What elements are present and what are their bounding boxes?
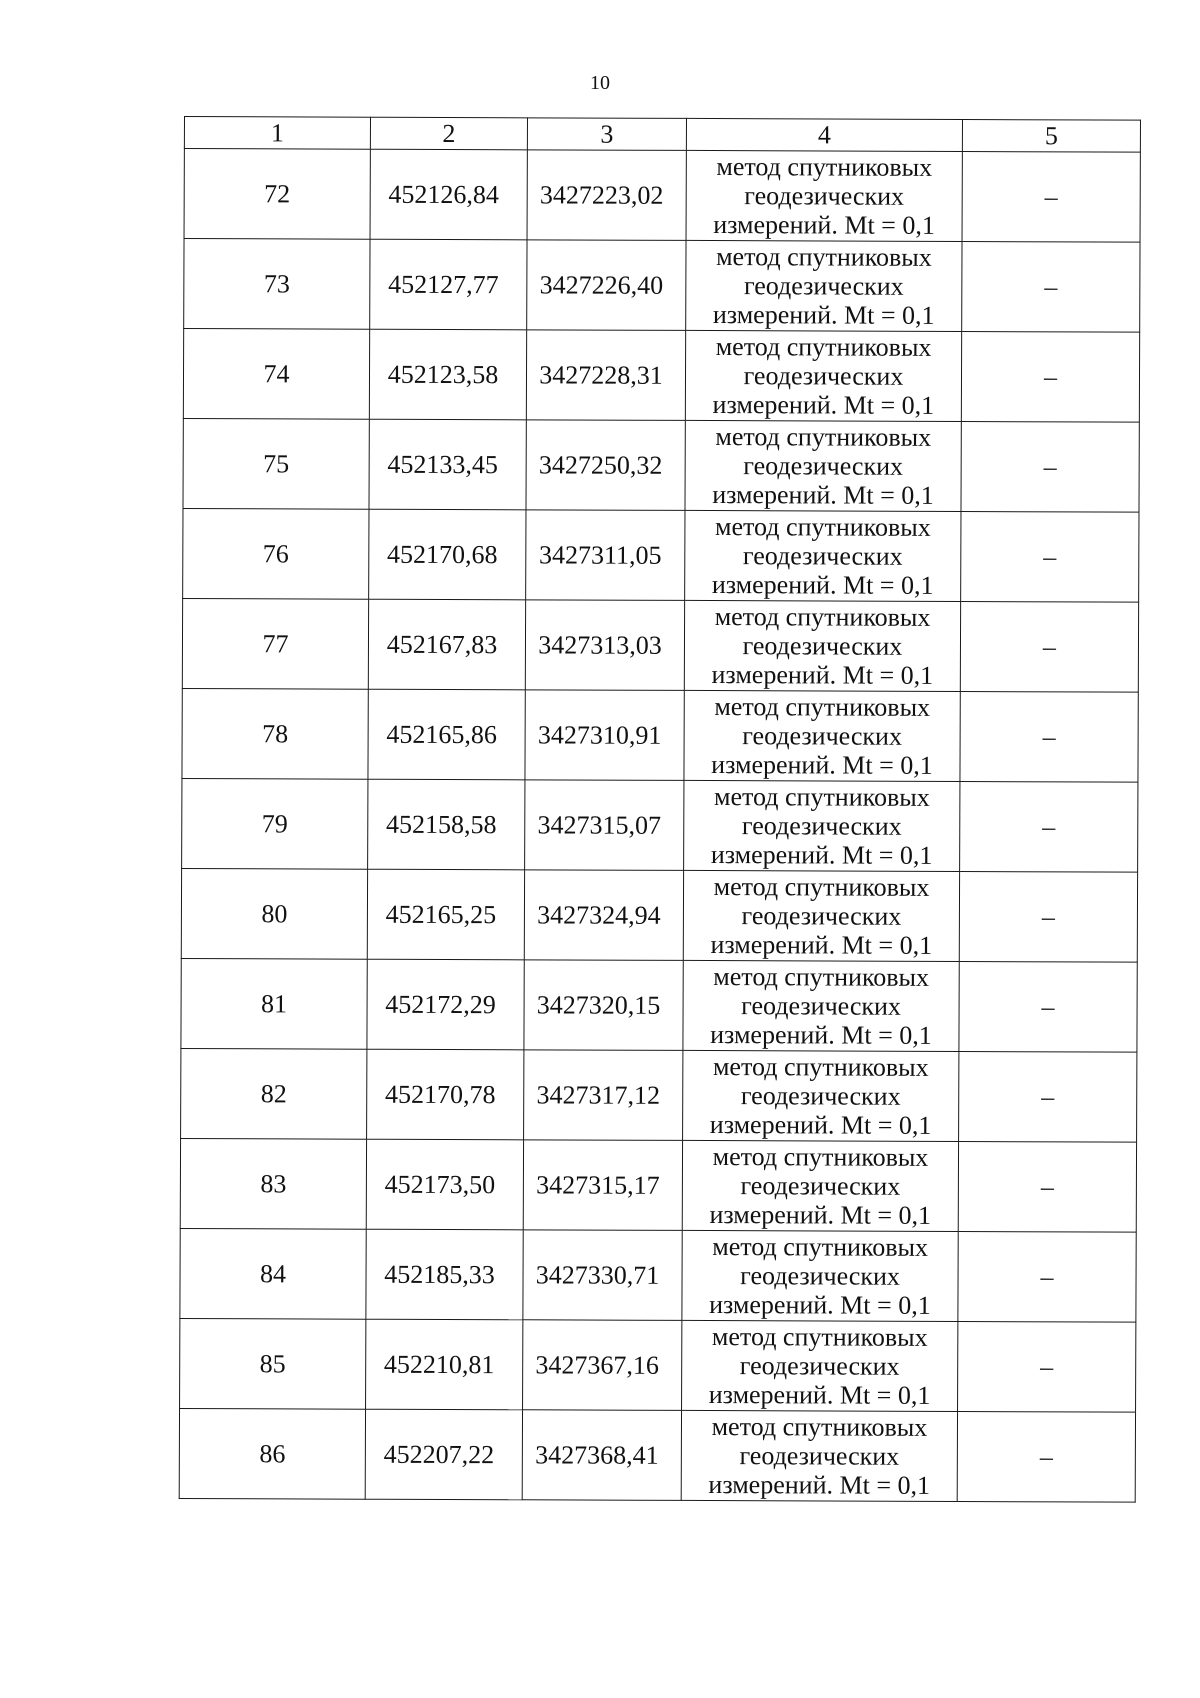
y-coordinate-cell: 3427315,17	[523, 1140, 682, 1231]
table-row	[183, 329, 1139, 423]
header-col-4: 4	[686, 118, 962, 151]
table-body	[179, 149, 1140, 1503]
method-line: геодезических	[743, 451, 904, 481]
x-coordinate-cell: 452170,78	[367, 1049, 524, 1140]
point-number-cell: 77	[182, 598, 368, 689]
x-coordinate-cell: 452123,58	[369, 329, 526, 420]
x-coordinate-cell: 452133,45	[369, 419, 526, 510]
note-cell: –	[958, 1321, 1136, 1412]
x-coordinate-cell: 452165,25	[367, 869, 524, 960]
point-number-cell: 78	[182, 688, 368, 779]
note-cell: –	[959, 871, 1137, 962]
point-number-cell: 79	[182, 778, 368, 869]
coordinates-table	[179, 116, 1141, 1503]
method-line: геодезических	[743, 271, 904, 301]
header-col-1: 1	[184, 117, 370, 150]
point-number-cell: 84	[180, 1228, 366, 1319]
note-cell: –	[961, 421, 1139, 512]
x-coordinate-cell: 452127,77	[370, 239, 527, 330]
table-row	[183, 418, 1139, 512]
table-row	[184, 239, 1140, 333]
note-cell: –	[962, 151, 1140, 242]
method-line: метод спутниковых	[715, 422, 932, 452]
method-line: геодезических	[739, 1441, 900, 1471]
method-line: измерений. Mt = 0,1	[712, 390, 935, 420]
note-cell: –	[960, 601, 1138, 692]
method-line: метод спутниковых	[711, 1412, 928, 1442]
method-line: метод спутниковых	[714, 602, 931, 632]
note-cell: –	[959, 1051, 1137, 1142]
method-cell	[682, 1230, 958, 1321]
point-number-cell: 76	[183, 508, 369, 599]
point-number-cell: 81	[181, 958, 367, 1049]
method-line: измерений. Mt = 0,1	[710, 930, 933, 960]
header-col-2: 2	[370, 117, 527, 150]
x-coordinate-cell: 452185,33	[366, 1229, 523, 1320]
y-coordinate-cell: 3427228,31	[526, 330, 685, 421]
y-coordinate-cell: 3427223,02	[527, 150, 686, 241]
method-cell	[682, 1140, 958, 1231]
x-coordinate-cell: 452170,68	[369, 509, 526, 600]
method-line: метод спутниковых	[712, 1232, 929, 1262]
header-col-5: 5	[962, 119, 1140, 152]
method-cell	[683, 870, 959, 961]
note-cell: –	[958, 1141, 1136, 1232]
method-line: измерений. Mt = 0,1	[711, 750, 933, 780]
x-coordinate-cell: 452126,84	[370, 149, 527, 240]
note-cell: –	[960, 781, 1138, 872]
method-line: метод спутниковых	[716, 242, 932, 272]
method-line: измерений. Mt = 0,1	[711, 570, 934, 600]
method-line: метод спутниковых	[715, 332, 932, 362]
method-line: геодезических	[742, 541, 903, 571]
point-number-cell: 83	[180, 1138, 366, 1229]
method-line: измерений. Mt = 0,1	[712, 480, 934, 510]
point-number-cell: 86	[179, 1408, 365, 1499]
table-row	[180, 1228, 1136, 1322]
method-line: метод спутниковых	[712, 1142, 929, 1172]
method-line: метод спутниковых	[713, 872, 930, 902]
method-line: геодезических	[740, 1261, 900, 1291]
method-cell	[681, 1410, 957, 1501]
method-line: геодезических	[741, 991, 902, 1021]
y-coordinate-cell: 3427315,07	[525, 780, 684, 871]
x-coordinate-cell: 452172,29	[367, 959, 524, 1050]
table-row	[180, 1318, 1136, 1412]
x-coordinate-cell: 452158,58	[368, 779, 525, 870]
y-coordinate-cell: 3427330,71	[523, 1230, 682, 1321]
method-line: метод спутниковых	[715, 512, 931, 542]
method-cell	[683, 960, 959, 1051]
note-cell: –	[961, 511, 1139, 602]
point-number-cell: 72	[184, 149, 370, 240]
method-line: метод спутниковых	[716, 152, 933, 182]
method-cell	[685, 510, 961, 601]
point-number-cell: 82	[181, 1048, 367, 1139]
y-coordinate-cell: 3427367,16	[523, 1320, 682, 1411]
method-cell	[684, 600, 960, 691]
table-row	[182, 598, 1138, 692]
method-line: геодезических	[742, 721, 903, 751]
table-header	[184, 117, 1140, 153]
method-line: геодезических	[743, 361, 904, 391]
note-cell: –	[959, 961, 1137, 1052]
method-line: метод спутниковых	[713, 782, 930, 812]
table-row	[183, 508, 1139, 602]
y-coordinate-cell: 3427226,40	[527, 240, 686, 331]
table-row	[182, 688, 1138, 782]
y-coordinate-cell: 3427311,05	[526, 510, 685, 601]
note-cell: –	[960, 691, 1138, 782]
table-row	[181, 868, 1137, 962]
point-number-cell: 85	[180, 1318, 366, 1409]
point-number-cell: 75	[183, 418, 369, 509]
point-number-cell: 74	[183, 329, 369, 420]
method-line: метод спутниковых	[713, 962, 930, 992]
method-line: измерений. Mt = 0,1	[709, 1110, 932, 1140]
y-coordinate-cell: 3427313,03	[525, 600, 684, 691]
method-line: геодезических	[742, 631, 903, 661]
header-row	[184, 117, 1140, 153]
method-cell	[685, 420, 961, 511]
x-coordinate-cell: 452207,22	[365, 1409, 522, 1500]
method-cell	[683, 1050, 959, 1141]
table-row	[180, 1138, 1136, 1232]
method-line: измерений. Mt = 0,1	[711, 660, 934, 690]
method-line: измерений. Mt = 0,1	[709, 1200, 932, 1230]
method-line: метод спутниковых	[714, 692, 931, 722]
y-coordinate-cell: 3427324,94	[524, 870, 683, 961]
method-line: геодезических	[739, 1351, 900, 1381]
note-cell: –	[958, 1231, 1136, 1322]
method-cell	[686, 150, 962, 241]
table-row	[181, 1048, 1137, 1142]
x-coordinate-cell: 452210,81	[366, 1319, 523, 1410]
method-line: геодезических	[741, 811, 902, 841]
table-row	[184, 149, 1140, 243]
table-row	[182, 778, 1138, 872]
y-coordinate-cell: 3427310,91	[525, 690, 684, 781]
x-coordinate-cell: 452167,83	[368, 599, 525, 690]
table-row	[179, 1408, 1135, 1502]
y-coordinate-cell: 3427368,41	[522, 1410, 681, 1501]
point-number-cell: 80	[181, 868, 367, 959]
method-line: геодезических	[740, 1081, 901, 1111]
method-line: геодезических	[744, 181, 905, 211]
table-row	[181, 958, 1137, 1052]
method-cell	[684, 780, 960, 871]
method-cell	[686, 240, 962, 331]
header-col-3: 3	[527, 118, 686, 151]
method-line: измерений. Mt = 0,1	[710, 1020, 932, 1050]
y-coordinate-cell: 3427320,15	[524, 960, 683, 1051]
method-line: измерений. Mt = 0,1	[713, 210, 935, 240]
note-cell: –	[961, 331, 1139, 422]
y-coordinate-cell: 3427250,32	[526, 420, 685, 511]
method-line: измерений. Mt = 0,1	[712, 300, 935, 330]
method-line: измерений. Mt = 0,1	[708, 1380, 931, 1410]
method-line: измерений. Mt = 0,1	[710, 840, 933, 870]
method-line: геодезических	[740, 1171, 901, 1201]
method-cell	[684, 690, 960, 781]
method-line: измерений. Mt = 0,1	[708, 1470, 931, 1500]
method-line: метод спутниковых	[711, 1322, 928, 1352]
page-number: 10	[590, 72, 610, 94]
method-cell	[682, 1320, 958, 1411]
note-cell: –	[962, 241, 1140, 332]
method-line: метод спутниковых	[712, 1052, 929, 1082]
method-line: измерений. Mt = 0,1	[709, 1290, 931, 1320]
method-line: геодезических	[741, 901, 902, 931]
y-coordinate-cell: 3427317,12	[524, 1050, 683, 1141]
method-cell	[685, 330, 961, 421]
x-coordinate-cell: 452173,50	[366, 1139, 523, 1230]
note-cell: –	[957, 1411, 1135, 1502]
point-number-cell: 73	[184, 239, 370, 330]
x-coordinate-cell: 452165,86	[368, 689, 525, 780]
